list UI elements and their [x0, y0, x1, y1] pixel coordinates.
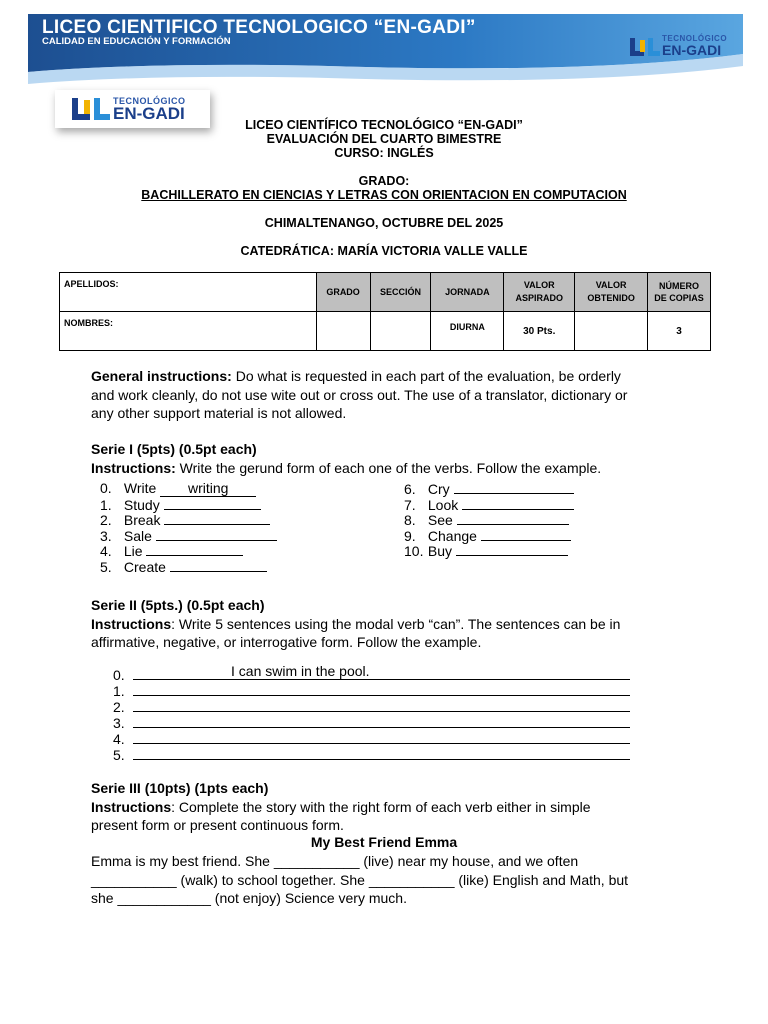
story-line3: she ____________ (not enjoy) Science very much.	[91, 890, 407, 906]
item-number: 7.	[404, 496, 416, 513]
logo-main-text: EN-GADI	[113, 104, 185, 123]
item-number: 3.	[100, 527, 112, 544]
nombres-field[interactable]: NOMBRES:	[60, 312, 317, 351]
banner-logo	[628, 34, 740, 60]
sentence-blank[interactable]	[133, 730, 630, 744]
line-number: 0.	[113, 667, 125, 683]
banner-subtitle: CALIDAD EN EDUCACIÓN Y FORMACIÓN	[42, 36, 231, 47]
item-number: 1.	[100, 496, 112, 513]
line-number: 5.	[113, 747, 125, 763]
serie1-item-3	[100, 527, 277, 544]
example-sentence-line	[133, 663, 630, 680]
item-verb: Break	[123, 512, 161, 528]
answer-blank[interactable]	[457, 511, 569, 525]
item-verb: See	[427, 512, 453, 528]
header-numero-copias: NÚMERO DE COPIAS	[648, 273, 711, 312]
general-instructions-line1	[91, 367, 621, 386]
answer-blank[interactable]	[481, 527, 571, 541]
serie1-item-1	[100, 496, 261, 513]
item-number: 2.	[100, 512, 112, 528]
grade: BACHILLERATO EN CIENCIAS Y LETRAS CON ORIENTACION EN COMPUTACION	[141, 188, 627, 202]
serie2-title: Serie II (5pts.) (0.5pt each)	[91, 597, 265, 613]
answer-blank[interactable]	[456, 542, 568, 556]
serie2-line-5	[113, 746, 630, 763]
sentence-blank[interactable]	[133, 682, 630, 696]
serie1-item-8	[404, 511, 569, 528]
exam-title: EVALUACIÓN DEL CUARTO BIMESTRE	[266, 132, 502, 146]
story-title: My Best Friend Emma	[310, 834, 458, 850]
banner-logo-top: TECNOLÓGICO	[662, 34, 728, 43]
serie2-line-4	[113, 730, 630, 747]
logo-top-text: TECNOLÓGICO	[113, 96, 186, 106]
item-number: 8.	[404, 512, 416, 528]
value-grado[interactable]	[316, 312, 370, 351]
item-number: 9.	[404, 527, 416, 544]
sentence-blank[interactable]	[133, 698, 630, 712]
item-verb: Sale	[123, 527, 152, 544]
serie1-instructions-text: Write the gerund form of each one of the verbs. Follow the example.	[175, 459, 602, 476]
story-line1: Emma is my best friend. She ___________ (live) near my house, and we often	[91, 853, 579, 869]
sentence-blank[interactable]	[133, 746, 630, 760]
answer-blank[interactable]	[454, 480, 574, 494]
item-number: 4.	[100, 543, 112, 559]
general-instructions-label: General instructions:	[91, 368, 232, 384]
line-number: 1.	[113, 683, 125, 699]
answer-blank[interactable]	[156, 527, 277, 541]
header-seccion: SECCIÓN	[370, 273, 431, 312]
value-valor-aspirado: 30 Pts.	[504, 312, 575, 351]
value-seccion[interactable]	[370, 312, 431, 351]
serie1-item-2	[100, 511, 270, 528]
general-instructions-line3: any other support material is not allowed.	[91, 405, 347, 421]
teacher: CATEDRÁTICA: MARÍA VICTORIA VALLE VALLE	[240, 244, 528, 258]
serie1-instructions-label: Instructions:	[91, 459, 176, 476]
line-number: 2.	[113, 699, 125, 715]
serie1-instructions	[91, 459, 601, 478]
item-verb: Create	[123, 558, 166, 575]
example-answer: writing	[160, 480, 256, 497]
serie1-item-0	[100, 480, 256, 497]
header-grado: GRADO	[316, 273, 370, 312]
item-verb: Write	[123, 480, 157, 496]
serie1-item-4	[100, 542, 243, 559]
serie1-title: Serie I (5pts) (0.5pt each)	[91, 441, 257, 457]
serie1-item-5	[100, 558, 267, 575]
banner-logo-main: EN-GADI	[662, 42, 722, 58]
serie2-line-1	[113, 682, 630, 699]
item-verb: Cry	[427, 481, 450, 497]
item-number: 5.	[100, 558, 112, 575]
serie2-instructions-line2: affirmative, negative, or interrogative form. Follow the example.	[91, 634, 482, 650]
item-number: 0.	[100, 480, 112, 496]
serie1-item-6	[404, 480, 574, 497]
general-instructions-text1: Do what is requested in each part of the evaluation, be orderly	[231, 368, 621, 384]
serie2-line-2	[113, 698, 630, 715]
value-valor-obtenido[interactable]	[575, 312, 648, 351]
answer-blank[interactable]	[462, 496, 574, 510]
banner-title: LICEO CIENTIFICO TECNOLOGICO “EN-GADI”	[42, 17, 476, 38]
serie2-line-0	[113, 663, 630, 683]
item-verb: Study	[123, 496, 160, 513]
serie3-instructions-text1: : Complete the story with the right form of each verb either in simple	[171, 798, 591, 815]
item-number: 6.	[404, 481, 416, 497]
school-name: LICEO CIENTÍFICO TECNOLÓGICO “EN-GADI”	[245, 118, 523, 132]
course: CURSO: INGLÉS	[334, 146, 434, 160]
serie1-item-9	[404, 527, 571, 544]
header-valor-aspirado: VALOR ASPIRADO	[504, 273, 575, 312]
serie1-item-10	[404, 542, 568, 559]
item-verb: Change	[427, 527, 477, 544]
item-verb: Lie	[123, 543, 143, 559]
item-verb: Buy	[427, 543, 453, 559]
apellidos-field[interactable]: APELLIDOS:	[60, 273, 317, 312]
value-numero-copias: 3	[648, 312, 711, 351]
answer-blank[interactable]	[164, 511, 270, 525]
line-number: 4.	[113, 731, 125, 747]
serie2-instructions-line1	[91, 615, 620, 634]
serie3-instructions-line1	[91, 798, 591, 817]
example-sentence: I can swim in the pool.	[231, 663, 370, 679]
serie2-instructions-label: Instructions	[91, 615, 172, 632]
logo-mark-icon	[628, 36, 662, 58]
header-jornada: JORNADA	[431, 273, 504, 312]
place-date: CHIMALTENANGO, OCTUBRE DEL 2025	[264, 216, 504, 230]
serie3-instructions-line2: present form or present continuous form.	[91, 817, 344, 833]
line-number: 3.	[113, 715, 125, 731]
item-number: 10.	[404, 543, 424, 559]
header-banner	[28, 14, 743, 86]
header-valor-obtenido: VALOR OBTENIDO	[575, 273, 648, 312]
serie3-title: Serie III (10pts) (1pts each)	[91, 780, 269, 796]
serie1-item-7	[404, 496, 574, 513]
serie2-instructions-text1: : Write 5 sentences using the modal verb “can”. The sentences can be in	[171, 615, 621, 632]
serie3-instructions-label: Instructions	[91, 798, 172, 815]
answer-blank[interactable]	[146, 542, 243, 556]
story-line2: ___________ (walk) to school together. She ___________ (like) English and Math, but	[91, 871, 629, 888]
general-instructions-line2: and work cleanly, do not use wite out or cross out. The use of a translator, dictionary or	[91, 386, 628, 403]
student-info-table	[59, 272, 711, 351]
sentence-blank[interactable]	[133, 714, 630, 728]
item-verb: Look	[427, 496, 459, 513]
answer-blank[interactable]	[164, 496, 261, 510]
grade-label: GRADO:	[358, 174, 410, 188]
value-jornada: DIURNA	[431, 312, 504, 351]
serie2-line-3	[113, 714, 630, 731]
answer-blank[interactable]	[170, 558, 267, 572]
